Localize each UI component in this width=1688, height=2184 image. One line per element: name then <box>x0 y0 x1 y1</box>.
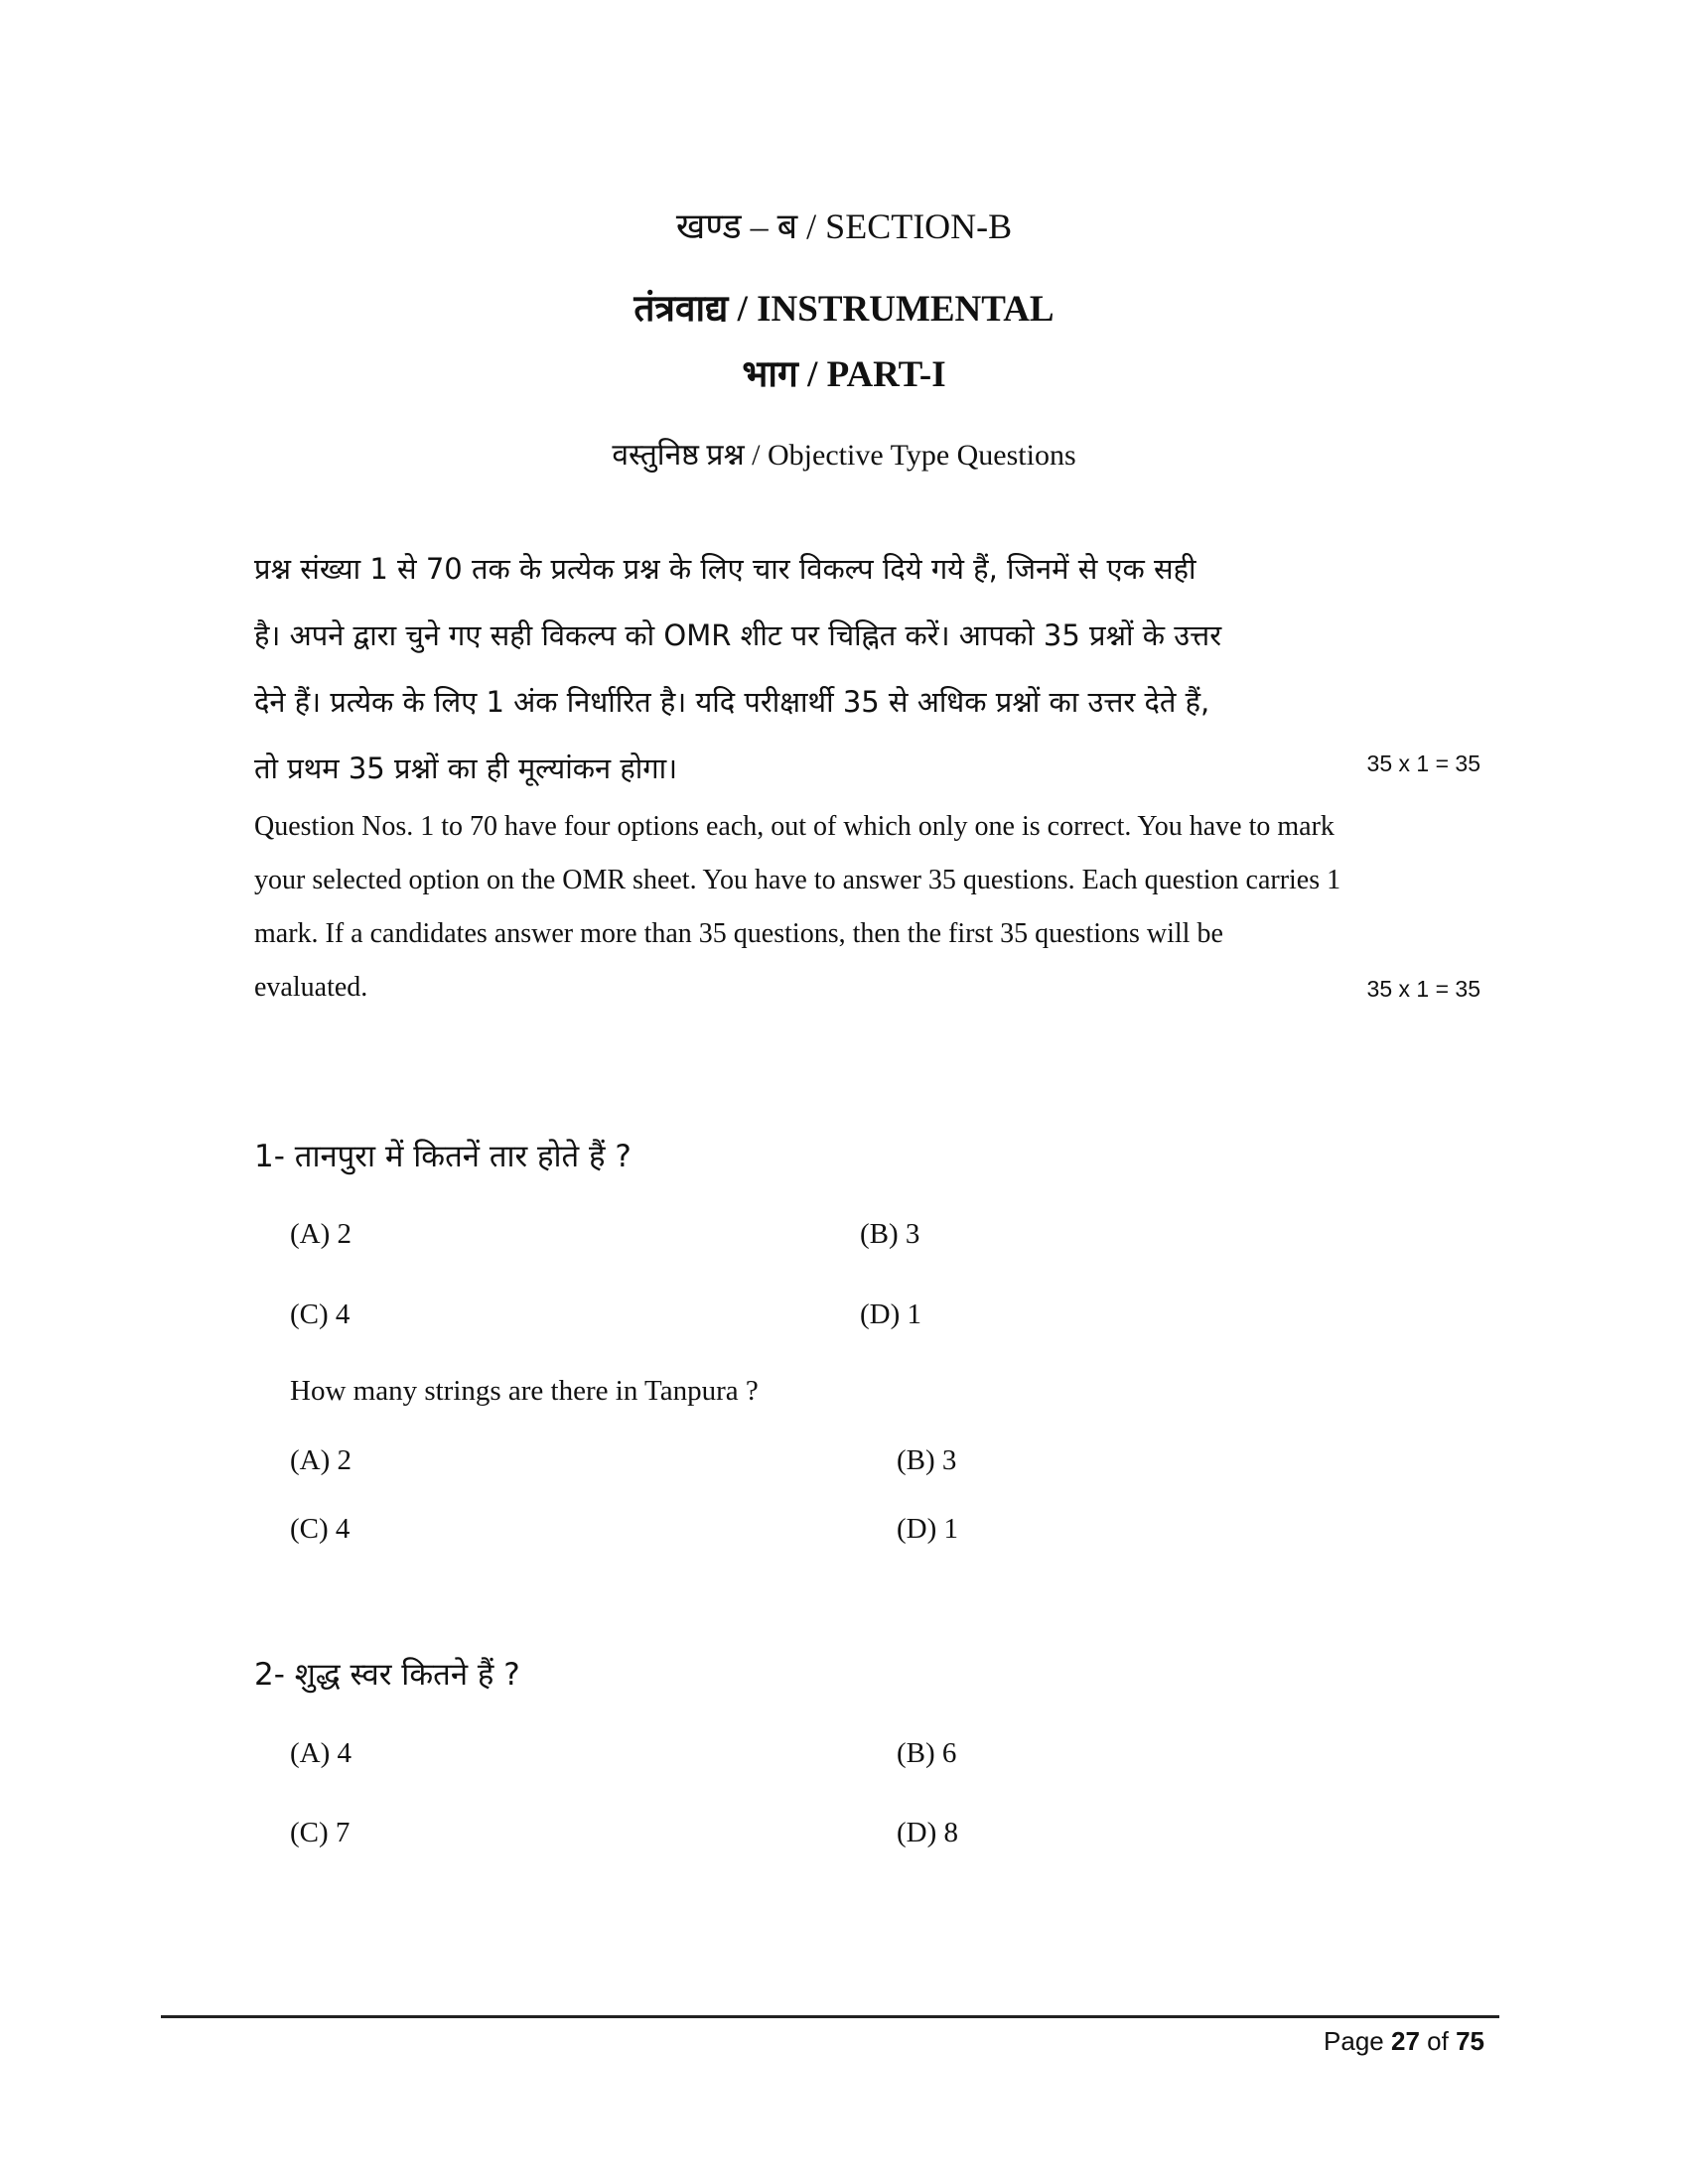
english-instruction-line: your selected option on the OMR sheet. You have to answer 35 questions. Each question carries 1 <box>254 865 1341 895</box>
english-instruction-line: evaluated. <box>254 972 368 1003</box>
option-c[interactable]: (C) 4 <box>290 1298 351 1330</box>
hindi-instruction-line: तो प्रथम 35 प्रश्नों का ही मूल्यांकन होगा। <box>254 751 678 785</box>
option-b[interactable]: (B) 6 <box>897 1737 957 1769</box>
english-instructions <box>254 800 1480 1015</box>
objective-heading: वस्तुनिष्ठ प्रश्न / Objective Type Questions <box>612 439 1076 472</box>
page-total: 75 <box>1456 2026 1484 2056</box>
hindi-instruction-line: देने हैं। प्रत्येक के लिए 1 अंक निर्धारित है। यदि परीक्षार्थी 35 से अधिक प्रश्नों का उत्तर देते हैं, <box>254 685 1210 719</box>
section-heading: खण्ड – ब / SECTION-B <box>675 206 1013 246</box>
option-b[interactable]: (B) 3 <box>897 1444 957 1476</box>
question-number: 2- <box>254 1657 285 1693</box>
footer-divider <box>161 2015 1499 2018</box>
page-number <box>1324 2026 1484 2057</box>
page-of: of <box>1427 2026 1449 2056</box>
english-instruction-line: Question Nos. 1 to 70 have four options each, out of which only one is correct. You have to mark <box>254 811 1335 842</box>
instrumental-heading: तंत्रवाद्य / INSTRUMENTAL <box>633 289 1055 330</box>
question-number: 1- <box>254 1139 285 1174</box>
option-d[interactable]: (D) 8 <box>897 1817 959 1848</box>
option-a[interactable]: (A) 4 <box>290 1737 352 1769</box>
question-2-hindi <box>254 1653 520 1695</box>
hindi-instructions <box>254 536 1480 802</box>
question-text-english: How many strings are there in Tanpura ? <box>290 1375 759 1407</box>
option-c[interactable]: (C) 4 <box>290 1513 351 1545</box>
hindi-marks: 35 x 1 = 35 <box>1366 751 1480 776</box>
question-text-hindi: तानपुरा में कितनें तार होते हैं ? <box>294 1139 632 1174</box>
page-current: 27 <box>1391 2026 1420 2056</box>
english-instruction-line: mark. If a candidates answer more than 35 questions, then the first 35 questions will be <box>254 918 1223 949</box>
option-a[interactable]: (A) 2 <box>290 1218 352 1250</box>
part-heading: भाग / PART-I <box>742 354 946 395</box>
hindi-instruction-line: प्रश्न संख्या 1 से 70 तक के प्रत्येक प्रश्न के लिए चार विकल्प दिये गये हैं, जिनमें से एक सही <box>254 552 1196 586</box>
option-b[interactable]: (B) 3 <box>860 1218 920 1250</box>
option-d[interactable]: (D) 1 <box>860 1298 922 1330</box>
hindi-instruction-line: है। अपने द्वारा चुने गए सही विकल्प को OMR शीट पर चिह्नित करें। आपको 35 प्रश्नों के उत्तर <box>254 618 1222 652</box>
question-text-hindi: शुद्ध स्वर कितने हैं ? <box>294 1657 520 1693</box>
option-d[interactable]: (D) 1 <box>897 1513 959 1545</box>
option-a[interactable]: (A) 2 <box>290 1444 352 1476</box>
option-c[interactable]: (C) 7 <box>290 1817 351 1848</box>
question-1-hindi <box>254 1135 632 1176</box>
english-marks: 35 x 1 = 35 <box>1366 976 1480 1002</box>
page-label: Page <box>1324 2026 1384 2056</box>
